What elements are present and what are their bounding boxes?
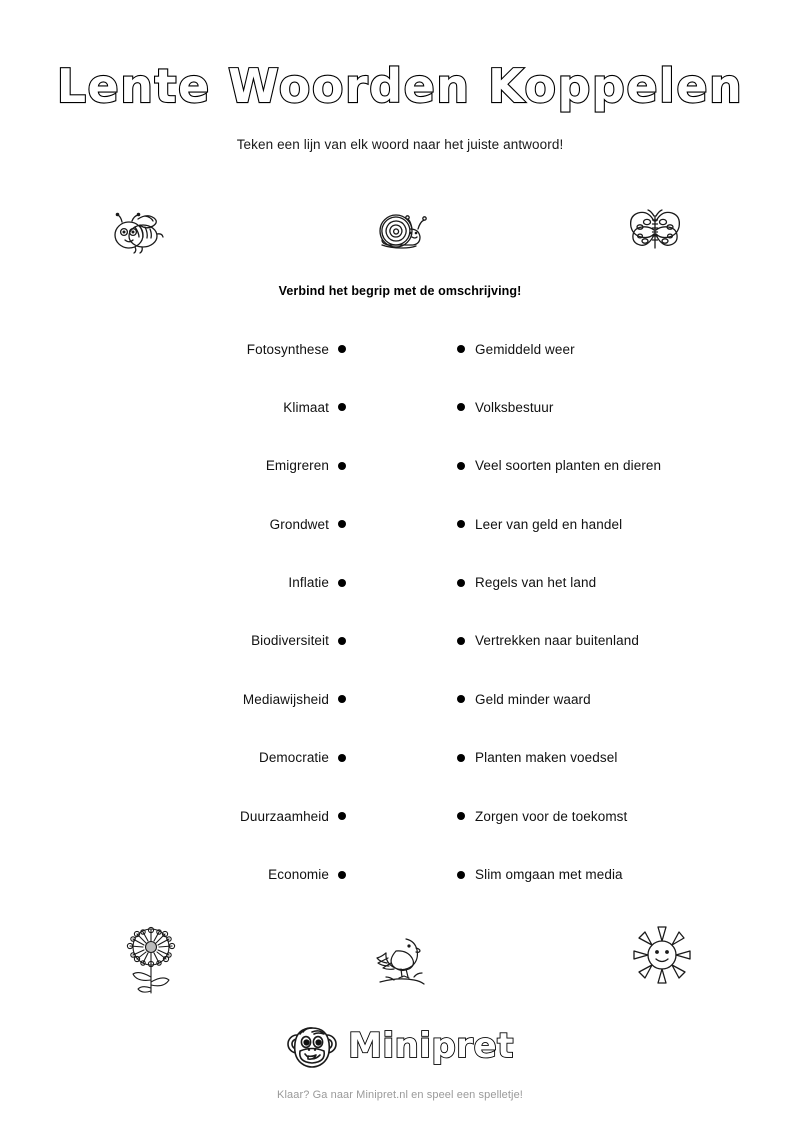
term-label: Klimaat [283, 399, 329, 415]
definition-label: Vertrekken naar buitenland [475, 633, 639, 649]
definition-label: Geld minder waard [475, 691, 591, 707]
bottom-decoration-row [0, 925, 800, 989]
definition-connector-dot[interactable] [457, 871, 465, 879]
brand-name: Minipret [348, 1026, 514, 1066]
definition-item[interactable] [457, 630, 639, 652]
table-row [0, 747, 800, 805]
definition-item[interactable] [457, 455, 661, 477]
table-row [0, 572, 800, 630]
term-label: Biodiversiteit [251, 633, 329, 649]
definition-item[interactable] [457, 572, 596, 594]
table-row [0, 338, 800, 396]
monkey-logo-icon [286, 1022, 338, 1070]
definition-item[interactable] [457, 396, 554, 418]
definition-label: Leer van geld en handel [475, 516, 623, 532]
butterfly-icon [625, 203, 685, 263]
footer-note: Klaar? Ga naar Minipret.nl en speel een spelletje! [277, 1089, 523, 1101]
term-label: Mediawijsheid [242, 691, 329, 707]
term-label: Inflatie [288, 575, 329, 591]
term-connector-dot[interactable] [338, 520, 346, 528]
definition-label: Gemiddeld weer [475, 341, 575, 357]
table-row [0, 805, 800, 863]
matching-area [0, 338, 800, 922]
definition-item[interactable] [457, 864, 623, 886]
bee-icon [107, 203, 167, 263]
term-item[interactable] [0, 513, 346, 535]
term-connector-dot[interactable] [338, 345, 346, 353]
definition-connector-dot[interactable] [457, 579, 465, 587]
table-row [0, 864, 800, 922]
definition-item[interactable] [457, 688, 591, 710]
term-connector-dot[interactable] [338, 695, 346, 703]
term-item[interactable] [0, 455, 346, 477]
term-item[interactable] [0, 747, 346, 769]
table-row [0, 630, 800, 688]
definition-label: Planten maken voedsel [475, 750, 618, 766]
bird-icon [370, 925, 434, 989]
term-connector-dot[interactable] [338, 754, 346, 762]
page-title: Lente Woorden Koppelen [56, 59, 744, 113]
definition-label: Veel soorten planten en dieren [475, 458, 662, 474]
term-connector-dot[interactable] [338, 812, 346, 820]
page-subtitle: Teken een lijn van elk woord naar het juiste antwoord! [236, 137, 564, 152]
term-label: Duurzaamheid [240, 808, 329, 824]
term-label: Economie [268, 867, 329, 883]
definition-connector-dot[interactable] [457, 345, 465, 353]
definition-connector-dot[interactable] [457, 462, 465, 470]
definition-connector-dot[interactable] [457, 754, 465, 762]
term-item[interactable] [0, 572, 346, 594]
term-connector-dot[interactable] [338, 637, 346, 645]
definition-label: Regels van het land [475, 575, 597, 591]
definition-label: Slim omgaan met media [475, 867, 623, 883]
term-connector-dot[interactable] [338, 462, 346, 470]
term-label: Democratie [258, 750, 329, 766]
sun-icon [632, 925, 692, 985]
definition-label: Zorgen voor de toekomst [475, 808, 628, 824]
top-decoration-row [0, 203, 800, 267]
table-row [0, 688, 800, 746]
definition-connector-dot[interactable] [457, 403, 465, 411]
table-row [0, 455, 800, 513]
matching-instruction: Verbind het begrip met de omschrijving! [278, 284, 522, 298]
table-row [0, 396, 800, 454]
definition-connector-dot[interactable] [457, 695, 465, 703]
definition-connector-dot[interactable] [457, 637, 465, 645]
definition-item[interactable] [457, 805, 627, 827]
page-title-wrap [0, 59, 800, 113]
table-row [0, 513, 800, 571]
term-label: Emigreren [265, 458, 329, 474]
term-connector-dot[interactable] [338, 579, 346, 587]
term-connector-dot[interactable] [338, 871, 346, 879]
term-label: Fotosynthese [246, 341, 329, 357]
term-item[interactable] [0, 805, 346, 827]
term-connector-dot[interactable] [338, 403, 346, 411]
snail-icon [372, 203, 432, 263]
term-item[interactable] [0, 864, 346, 886]
definition-label: Volksbestuur [475, 399, 554, 415]
term-label: Grondwet [269, 516, 329, 532]
term-item[interactable] [0, 630, 346, 652]
term-item[interactable] [0, 688, 346, 710]
definition-item[interactable] [457, 513, 622, 535]
brand-logo-block [0, 1022, 800, 1070]
definition-item[interactable] [457, 747, 617, 769]
definition-connector-dot[interactable] [457, 812, 465, 820]
definition-connector-dot[interactable] [457, 520, 465, 528]
definition-item[interactable] [457, 338, 575, 360]
term-item[interactable] [0, 396, 346, 418]
term-item[interactable] [0, 338, 346, 360]
dandelion-icon [120, 925, 182, 995]
